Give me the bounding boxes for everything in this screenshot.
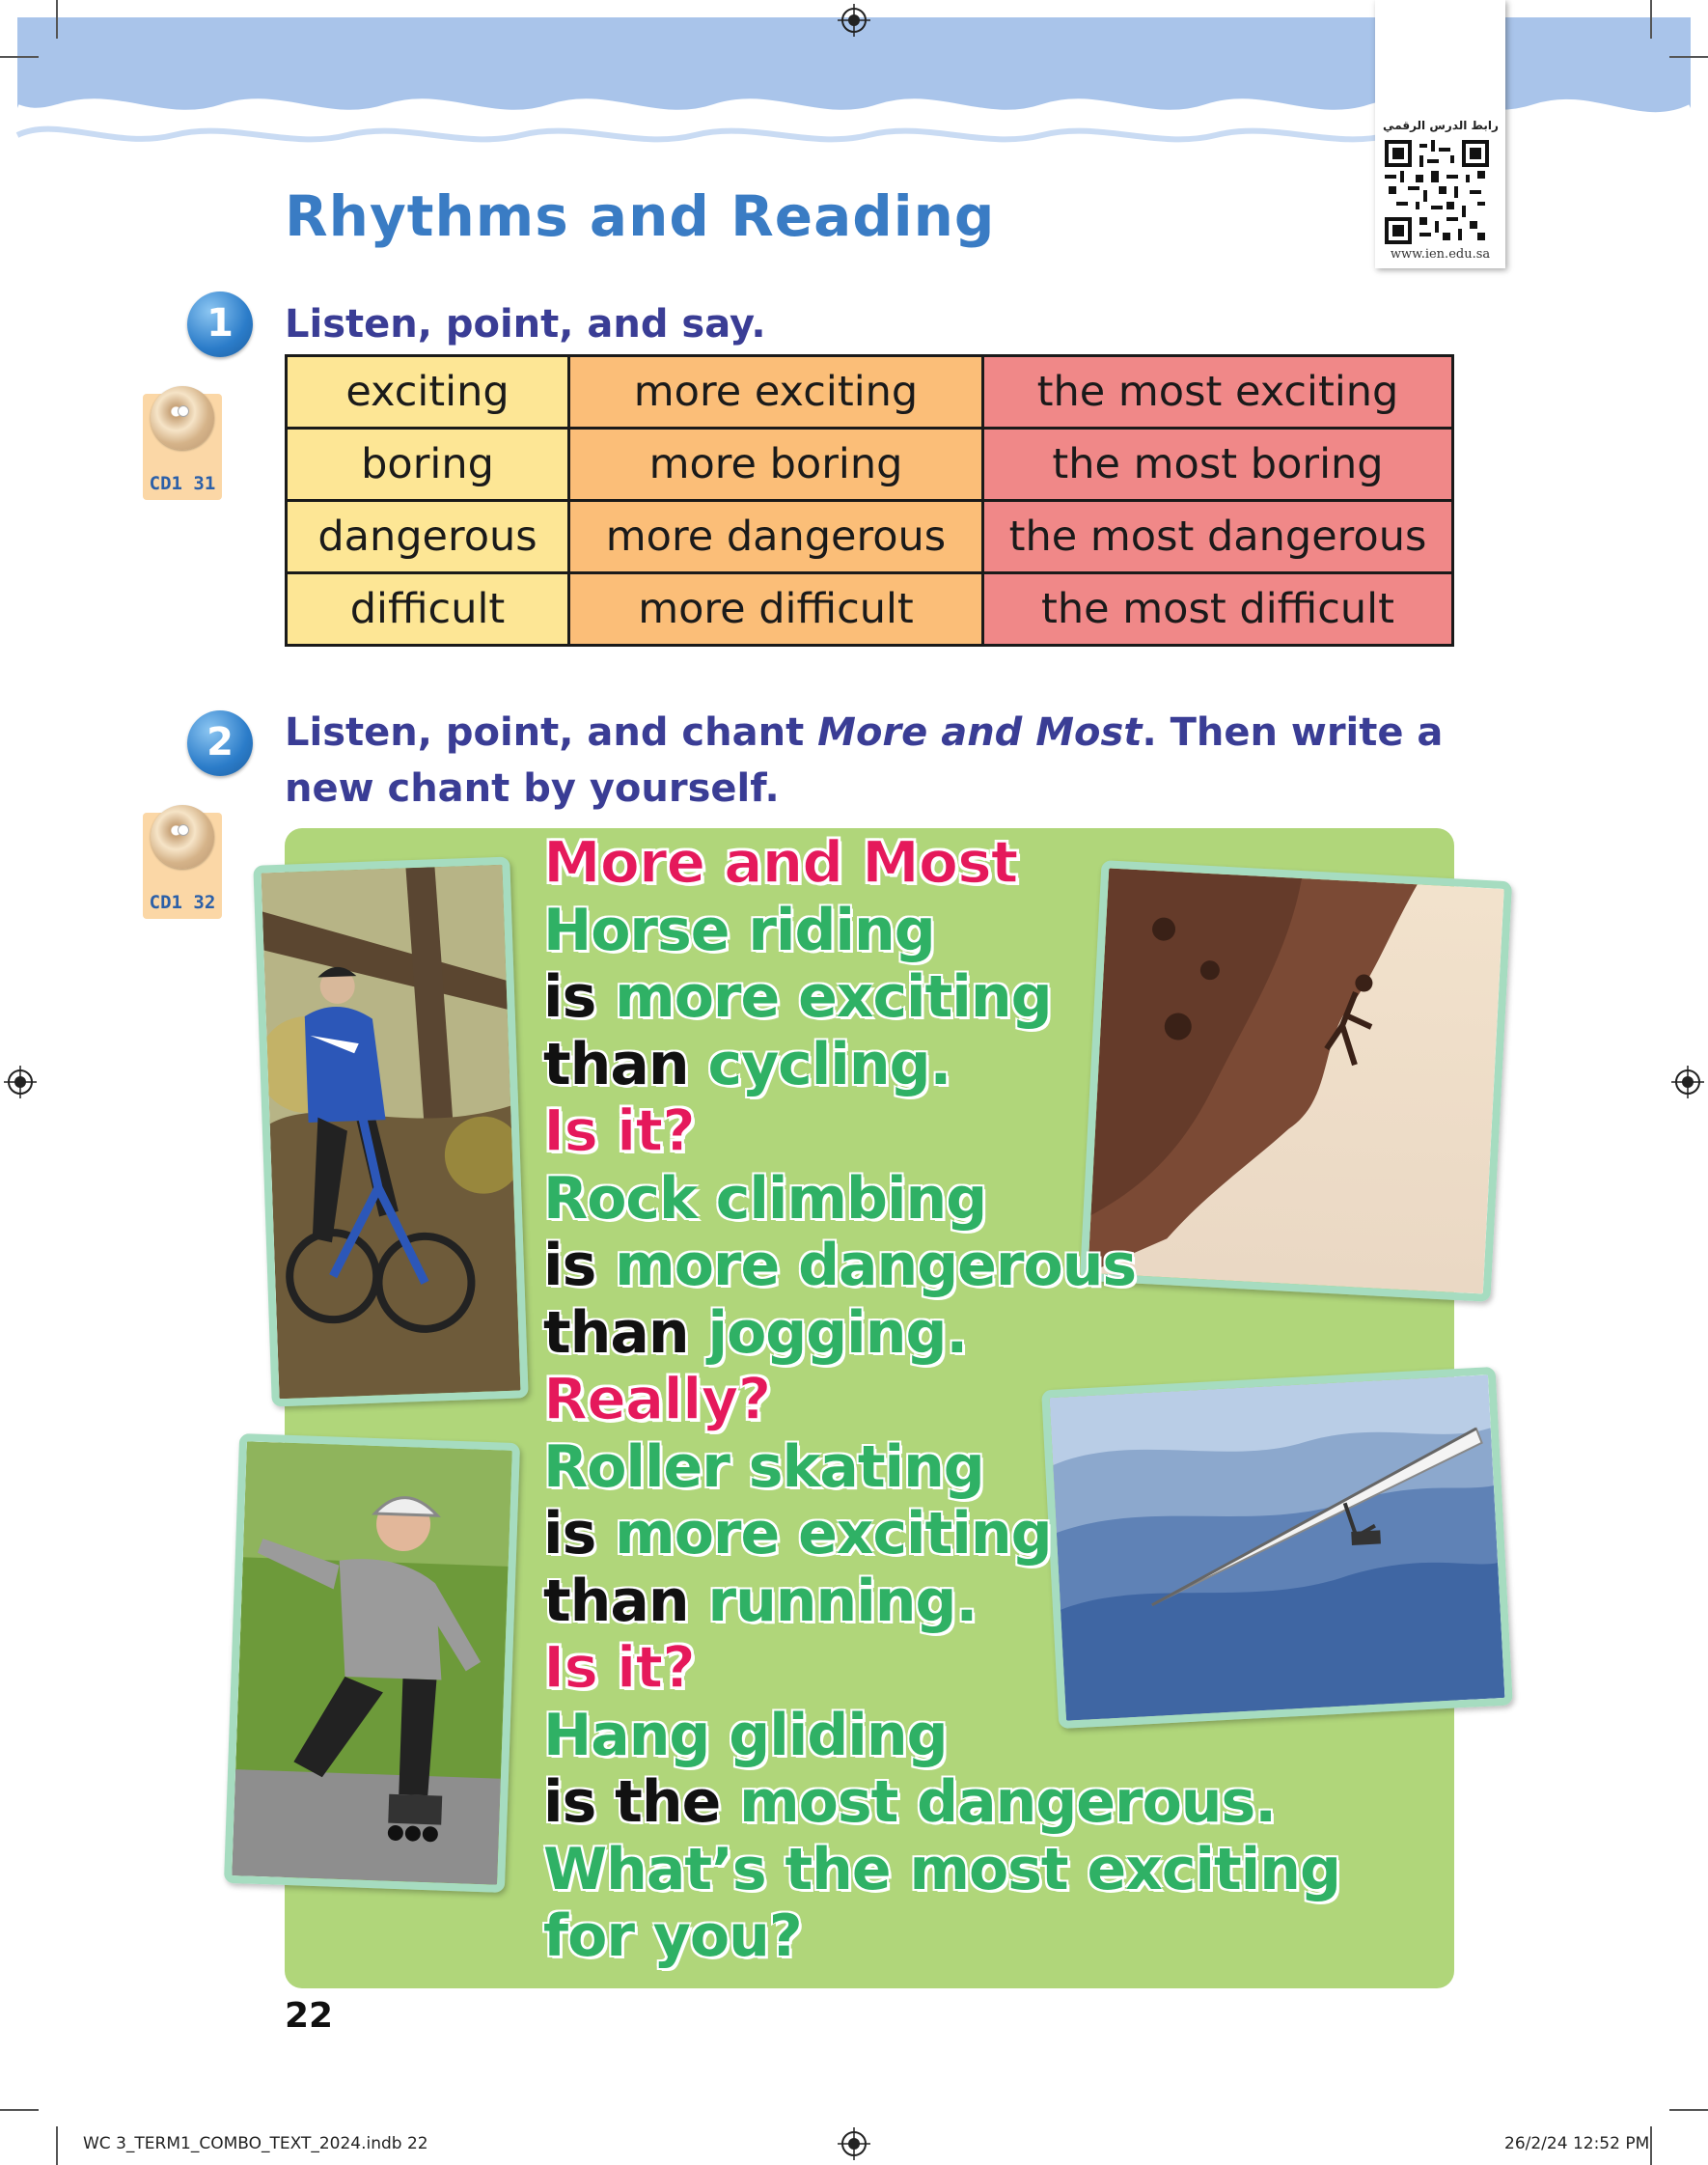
table-row xyxy=(287,356,1453,429)
chant-question: Is it? xyxy=(543,1097,695,1165)
chant-line xyxy=(543,1703,1340,1770)
chant-title: More and Most xyxy=(543,829,1018,897)
crop-mark xyxy=(0,56,39,58)
chant-line xyxy=(543,1568,1340,1636)
chant-question: for you? xyxy=(543,1902,802,1970)
crop-mark xyxy=(1650,2126,1652,2165)
registration-mark-icon xyxy=(838,4,870,37)
cd-track-label: CD1 31 xyxy=(149,473,216,494)
table-cell: the most exciting xyxy=(983,356,1453,429)
chant-activity: jogging. xyxy=(707,1298,968,1367)
table-cell: difficult xyxy=(287,573,569,646)
chant-question: Is it? xyxy=(543,1634,695,1702)
crop-mark xyxy=(1650,0,1652,39)
table-cell: more difficult xyxy=(569,573,983,646)
cyclist-illustration xyxy=(262,865,521,1399)
chant-text xyxy=(543,830,1340,1971)
table-cell: more dangerous xyxy=(569,501,983,573)
chant-line xyxy=(543,1837,1340,1904)
cd-icon xyxy=(151,386,214,450)
print-timestamp: 26/2/24 12:52 PM xyxy=(1504,2134,1650,2153)
chant-line xyxy=(543,1233,1340,1300)
adjective-comparison-table xyxy=(285,354,1454,647)
chant-activity: running. xyxy=(707,1567,978,1635)
chant-word: than xyxy=(543,1567,708,1635)
chant-word: is xyxy=(543,1500,616,1568)
chant-comparative: more exciting xyxy=(615,963,1052,1031)
crop-mark xyxy=(0,2109,39,2111)
cyclist-photo xyxy=(253,857,528,1407)
table-cell: boring xyxy=(287,429,569,501)
chant-line xyxy=(543,1032,1340,1099)
exercise-number-badge: 2 xyxy=(187,710,253,776)
table-row xyxy=(287,429,1453,501)
table-cell: dangerous xyxy=(287,501,569,573)
table-cell: more exciting xyxy=(569,356,983,429)
chant-line xyxy=(543,1166,1340,1234)
crop-mark xyxy=(1669,56,1708,58)
crop-mark xyxy=(56,2126,58,2165)
table-row xyxy=(287,573,1453,646)
cd-track-label: CD1 32 xyxy=(149,892,216,913)
registration-mark-icon xyxy=(838,2127,870,2160)
chant-activity: Horse riding xyxy=(543,896,935,964)
instruction-text: . Then write a xyxy=(1142,710,1444,755)
qr-url[interactable]: www.ien.edu.sa xyxy=(1390,247,1491,262)
page-number: 22 xyxy=(285,1996,334,2036)
roller-skater-photo xyxy=(224,1433,520,1893)
crop-mark xyxy=(1669,2109,1708,2111)
chant-line xyxy=(543,1367,1340,1434)
chant-line xyxy=(543,1434,1340,1502)
table-cell: the most boring xyxy=(983,429,1453,501)
chant-word: is xyxy=(543,963,616,1031)
chant-line xyxy=(543,1635,1340,1703)
audio-track-button[interactable] xyxy=(143,813,222,919)
chant-word: than xyxy=(543,1030,708,1098)
chant-line xyxy=(543,1300,1340,1368)
chant-line xyxy=(543,898,1340,965)
page-title: Rhythms and Reading xyxy=(285,183,996,249)
chant-activity: Roller skating xyxy=(543,1432,984,1501)
instruction-text: new chant by yourself. xyxy=(285,766,780,811)
chant-activity: cycling. xyxy=(707,1030,951,1098)
print-file-label: WC 3_TERM1_COMBO_TEXT_2024.indb 22 xyxy=(83,2134,428,2153)
chant-comparative: more exciting xyxy=(615,1500,1052,1568)
chant-line xyxy=(543,1501,1340,1568)
chant-line xyxy=(543,1098,1340,1166)
chant-word: is xyxy=(543,1232,616,1299)
chant-question: What’s the most exciting xyxy=(543,1835,1340,1903)
chant-word: than xyxy=(543,1298,708,1367)
registration-mark-icon xyxy=(1671,1066,1704,1098)
qr-label: رابط الدرس الرقمي xyxy=(1383,119,1499,132)
audio-track-button[interactable] xyxy=(143,394,222,500)
chant-question: Really? xyxy=(543,1366,771,1433)
exercise-1-instruction: Listen, point, and say. xyxy=(285,302,766,347)
registration-mark-icon xyxy=(4,1066,37,1098)
roller-skating-illustration xyxy=(232,1441,512,1884)
chant-activity: Rock climbing xyxy=(543,1164,987,1233)
chant-activity: Hang gliding xyxy=(543,1701,948,1769)
exercise-2-instruction xyxy=(285,705,1472,817)
chant-comparative: more dangerous xyxy=(615,1232,1137,1299)
chant-line xyxy=(543,964,1340,1032)
table-cell: the most difficult xyxy=(983,573,1453,646)
table-cell: more boring xyxy=(569,429,983,501)
chant-line xyxy=(543,1903,1340,1971)
table-cell: the most dangerous xyxy=(983,501,1453,573)
chant-title-ref: More and Most xyxy=(817,710,1143,755)
chant-word: is the xyxy=(543,1768,740,1836)
chant-superlative: most dangerous. xyxy=(739,1768,1277,1836)
crop-mark xyxy=(56,0,58,39)
table-cell: exciting xyxy=(287,356,569,429)
qr-code-icon[interactable] xyxy=(1385,140,1489,244)
chant-line xyxy=(543,1769,1340,1837)
chant-line xyxy=(543,830,1340,898)
instruction-text: Listen, point, and chant xyxy=(285,710,818,755)
cd-icon xyxy=(151,805,214,869)
table-row xyxy=(287,501,1453,573)
exercise-number-badge: 1 xyxy=(187,291,253,357)
